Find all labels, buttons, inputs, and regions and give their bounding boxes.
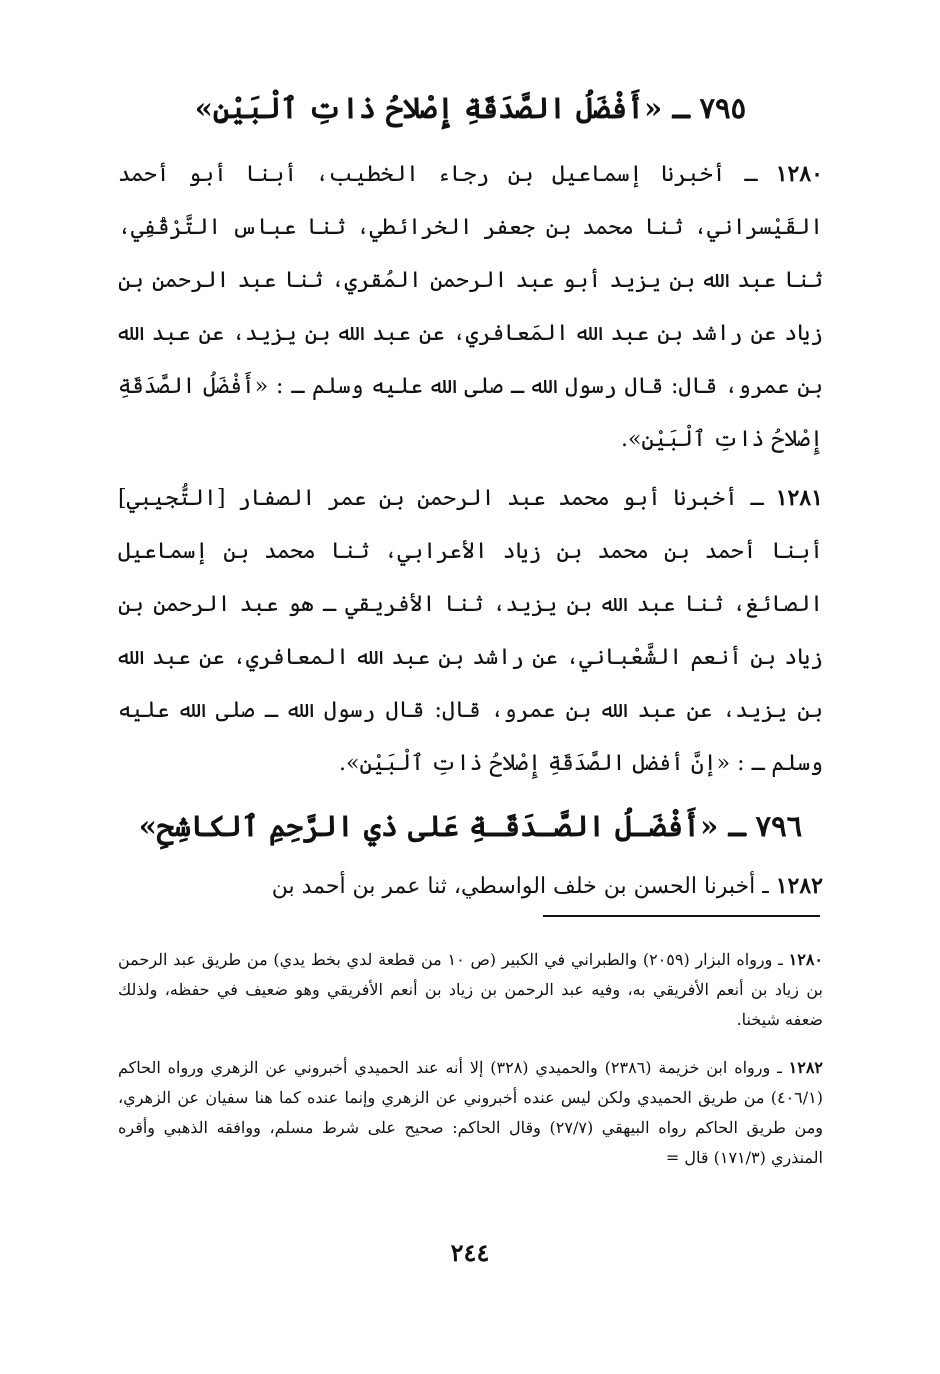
hadith-paragraph — [118, 472, 823, 790]
footnote-text: ورواه ابن خزيمة (٢٣٨٦) والحميدي (٣٢٨) إلا أنه عند الحميدي أخبروني عن الزهري ورواه الحاكم (٤٠٦/١) من طريق الحميدي ولكن ليس عنده أخبروني عن الزهري وإنما عنده كما هنا سفيان عن الزهري، ومن طريق الحاكم رواه البيهقي (٢٧/٧) وقال الحاكم: صحيح على شرط مسلم، ووافقه الذهبي وأقره المنذري (١٧١/٣) قال = — [118, 1058, 824, 1167]
hadith-number: ١٢٨١ — [775, 485, 823, 511]
hadith-text: أخبرنا الحسن بن خلف الواسطي، ثنا عمر بن أحمد بن — [271, 874, 756, 899]
footnote-text: ورواه البزار (٢٠٥٩) والطبراني في الكبير (ص ١٠ من قطعة لدي بخط يدي) من طريق عبد الرحمن بن زياد بن أنعم الأفريقي به، وفيه عبد الرحمن بن زياد بن أنعم الأفريقي وهو ضعيف في حفظه، ولذلك ضعفه شيخنا. — [118, 950, 823, 1029]
footnotes — [118, 945, 823, 1191]
footnote — [118, 1053, 823, 1173]
hadith-text: أخبرنا أبو محمد عبد الرحمن بن عمر الصفار [التُّجيبي] أبنا أحمد بن محمد بن زياد الأعرابي، ثنا محمد بن إسماعيل الصائغ، ثنا عبد الله بن يزيد، ثنا الأفريقي ـ هو عبد الرحمن بن زياد بن أنعم الشَّعْباني، عن راشد بن عبد الله المعافري، عن عبد الله بن يزيد، عن عبد الله بن عمرو، قال: قال رسول الله ـ صلى الله عليه وسلم ـ : «إنَّ أفضل الصَّدَقَةِ إِصْلاحُ ذاتِ ٱلْبَيْنِ». — [118, 486, 823, 776]
chapter-title: «أَفْضَلُ الصَّدَقَةِ إِصْلاحُ ذاتِ ٱلْبَيْنِ» — [194, 91, 663, 125]
hadith-number: ١٢٨٠ — [775, 161, 823, 187]
hadith-text: أخبرنا إسماعيل بن رجاء الخطيب، أبنا أبو أحمد القَيْسراني، ثنا محمد بن جعفر الخرائطي، ثنا عباس التَّرْقُفِي، ثنا عبد الله بن يزيد أبو عبد الرحمن المُقري، ثنا عبد الرحمن بن زياد عن راشد بن عبد الله المَعافري، عن عبد الله بن يزيد، عن عبد الله بن عمرو، قال: قال رسول الله ـ صلى الله عليه وسلم ـ : «أَفْضَلُ الصَّدَقَةِ إِصْلاحُ ذاتِ ٱلْبَيْنِ». — [118, 162, 823, 452]
footnote-dash: ـ — [777, 1058, 782, 1077]
footnote-number: ١٢٨٠ — [788, 950, 824, 969]
footnote-dash: ـ — [778, 950, 783, 969]
footnote-number: ١٢٨٢ — [788, 1058, 824, 1077]
page-body — [118, 60, 823, 919]
page-number: ٢٤٤ — [450, 1238, 490, 1267]
hadith-dash: ـ — [750, 486, 764, 511]
chapter-number: ٧٩٥ — [699, 91, 747, 125]
chapter-title: «أَفْضَـلُ الصَّـدَقَـةِ عَلى ذي الرَّحِمِ ٱلكاشِحِ» — [138, 809, 719, 843]
chapter-dash: ـ — [672, 91, 690, 125]
hadith-dash: ـ — [762, 874, 769, 899]
footnote — [118, 945, 823, 1035]
chapter-number: ٧٩٦ — [755, 809, 803, 843]
chapter-dash: ـ — [728, 809, 746, 843]
chapter-heading — [118, 800, 823, 852]
hadith-paragraph — [118, 860, 823, 913]
hadith-dash: ـ — [744, 162, 758, 187]
footnote-separator — [543, 915, 820, 917]
hadith-number: ١٢٨٢ — [775, 873, 823, 899]
hadith-paragraph — [118, 148, 823, 466]
chapter-heading — [118, 82, 823, 134]
